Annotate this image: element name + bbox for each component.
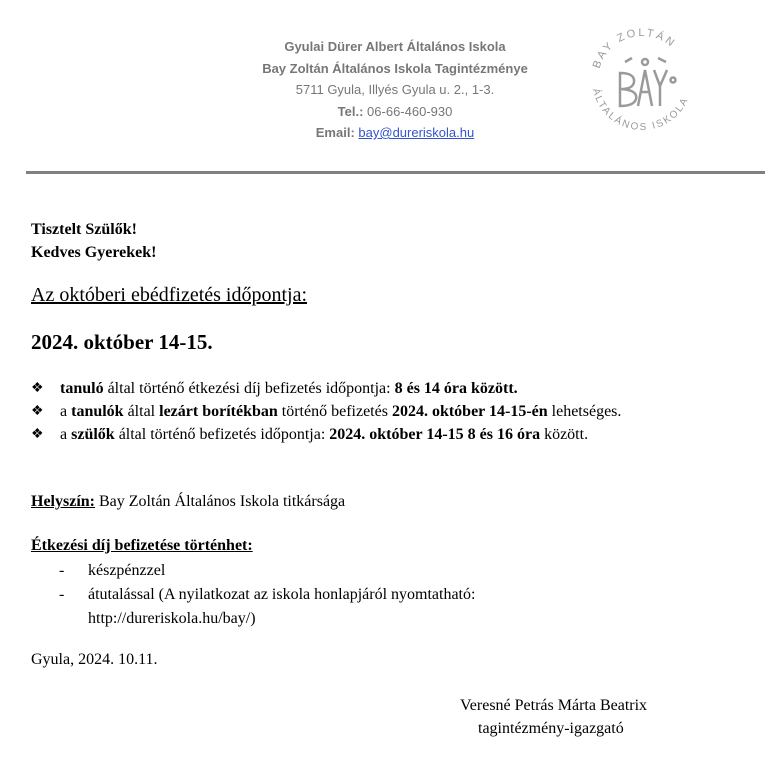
list-item (31, 583, 571, 607)
bullet-bold-segment: lezárt borítékban (159, 403, 278, 420)
email-line (190, 122, 600, 144)
payment-methods-title: Étkezési díj befizetése történhet: (31, 537, 253, 554)
bullet-item (31, 377, 771, 400)
bullet-segment: által (123, 403, 160, 420)
phone-number: 06-66-460-930 (367, 103, 453, 119)
institution-name: Bay Zoltán Általános Iskola Tagintézménye (262, 60, 528, 76)
header-divider (26, 171, 765, 174)
email-label: Email: (315, 125, 355, 140)
bullet-bold-segment: 8 és 14 óra között. (394, 380, 518, 397)
list-item-continuation (31, 607, 571, 631)
logo-arc-top: BAY ZOLTÁN (590, 26, 679, 71)
school-website-url: http://dureriskola.hu/bay/) (88, 610, 256, 627)
payment-method-transfer: átutalással (A nyilatkozat az iskola honlapjáról nyomtatható: (88, 586, 476, 603)
signer-title: tagintézmény-igazgató (478, 720, 624, 737)
phone-label: Tel.: (337, 103, 364, 119)
payment-method-cash: készpénzzel (88, 562, 166, 579)
bullet-item (31, 423, 771, 446)
school-info (190, 36, 600, 144)
greeting (31, 218, 761, 264)
bullet-segment: között. (540, 426, 589, 443)
location-value: Bay Zoltán Általános Iskola titkársága (95, 493, 346, 510)
list-dash: - (59, 586, 65, 603)
greeting-line-2: Kedves Gyerekek! (31, 244, 157, 261)
bullet-bold-segment: tanuló (60, 380, 104, 397)
bullet-bold-segment: 2024. október 14-15 8 és 16 óra (329, 426, 541, 443)
place-and-date: Gyula, 2024. 10.11. (31, 651, 158, 668)
school-address: 5711 Gyula, Illyés Gyula u. 2., 1-3. (295, 82, 495, 97)
school-name: Gyulai Dürer Albert Általános Iskola (284, 39, 506, 54)
bullet-segment: történő befizetés (277, 403, 392, 420)
bullet-segment: a (60, 426, 72, 443)
signature-block (460, 694, 647, 740)
email-link[interactable]: bay@dureriskola.hu (358, 125, 475, 140)
logo-emblem (620, 58, 676, 106)
payment-date-headline: 2024. október 14-15. (31, 330, 213, 354)
greeting-line-1: Tisztelt Szülők! (31, 221, 137, 238)
bullet-bold-segment: 2024. október 14-15-én (391, 403, 548, 420)
letterhead (0, 0, 784, 172)
bullet-segment: lehetséges. (547, 403, 622, 420)
info-bullet-list (31, 377, 771, 446)
bullet-diamond-icon: ❖ (31, 427, 44, 442)
bullet-diamond-icon: ❖ (31, 404, 44, 419)
school-logo (580, 18, 705, 143)
subject-heading: Az októberi ebédfizetés időpontja: (31, 284, 308, 306)
location-line (31, 493, 345, 511)
bullet-segment: a (60, 403, 72, 420)
list-dash: - (59, 562, 65, 579)
bullet-item (31, 400, 771, 423)
bullet-text (60, 400, 621, 423)
bullet-bold-segment: szülők (71, 426, 115, 443)
bullet-bold-segment: tanulók (71, 403, 124, 420)
bullet-segment: által történő étkezési díj befizetés időpontja: (103, 380, 395, 397)
location-label: Helyszín: (31, 493, 95, 510)
bullet-text (60, 377, 518, 400)
phone-line (190, 101, 600, 123)
bullet-text (60, 423, 588, 446)
logo-arc-bottom: ÁLTALÁNOS ISKOLA (589, 87, 692, 134)
bullet-segment: által történő befizetés időpontja: (114, 426, 330, 443)
signer-name: Veresné Petrás Márta Beatrix (460, 697, 648, 714)
payment-methods-list (31, 559, 571, 631)
bullet-diamond-icon: ❖ (31, 381, 44, 396)
list-item (31, 559, 571, 583)
